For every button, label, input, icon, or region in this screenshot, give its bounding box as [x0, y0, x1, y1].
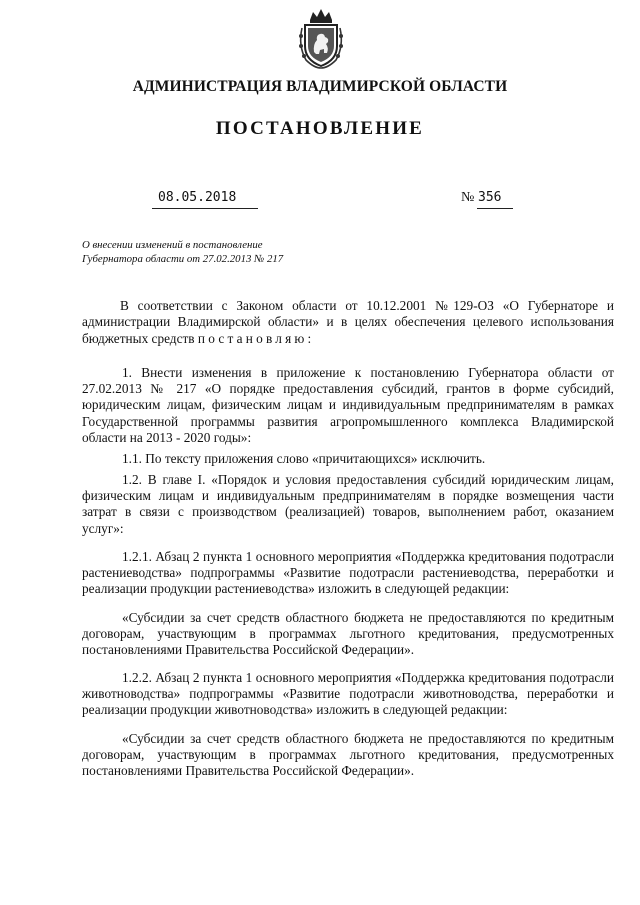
- document-type-title: ПОСТАНОВЛЕНИЕ: [215, 118, 425, 139]
- paragraph-item-1: 1. Внести изменения в приложение к постановлению Губернатора области от 27.02.2013 № 217 «О порядке предоставления субсидий, грантов в форме субсидий, юридическим лицам, физическим лицам и индивидуальным предпринимателям в рамках Государственной программы развития агропромышленного комплекса Владимирской области на 2013 - 2020 годы»:: [82, 364, 614, 446]
- preamble-paragraph: [82, 298, 614, 347]
- paragraph-item-1-1: 1.1. По тексту приложения слово «причитающихся» исключить.: [122, 450, 486, 466]
- subject-line: О внесении изменений в постановление: [82, 239, 263, 251]
- quoted-amendment-1: «Субсидии за счет средств областного бюджета не предоставляются по кредитным договорам, участвующим в программах льготного кредитования, предусмотренных постановлениями Правительства Российской Федерации».: [82, 609, 614, 658]
- paragraph-item-1-2-1: 1.2.1. Абзац 2 пункта 1 основного мероприятия «Поддержка кредитования подотрасли растениеводства» подпрограммы «Развитие подотрасли растениеводства, переработки и реализации продукции растениеводства» изложить в следующей редакции:: [82, 548, 614, 597]
- coat-of-arms-icon: [296, 6, 346, 70]
- decree-word: постановляю:: [197, 330, 315, 346]
- subject-line: Губернатора области от 27.02.2013 № 217: [82, 253, 284, 265]
- issuing-authority: АДМИНИСТРАЦИЯ ВЛАДИМИРСКОЙ ОБЛАСТИ: [132, 78, 508, 95]
- document-number-label: №: [461, 190, 475, 205]
- document-body: [82, 298, 614, 784]
- quoted-amendment-2: «Субсидии за счет средств областного бюджета не предоставляются по кредитным договорам, участвующим в программах льготного кредитования, предусмотренных постановлениями Правительства Российской Федерации».: [82, 730, 614, 779]
- paragraph-item-1-2: 1.2. В главе I. «Порядок и условия предоставления субсидий юридическим лицам, физическим лицам и индивидуальным предпринимателям в порядке возмещения части затрат в связи с производством (реализацией) товаров, выполнением работ, оказанием услуг»:: [82, 471, 614, 536]
- preamble-text: В соответствии с Законом области от 10.12.2001 №129-ОЗ «О Губернаторе и администрации Владимирской области» и в целях обеспечения целевого использования бюджетных средств: [82, 298, 614, 346]
- document-date: 08.05.2018: [152, 190, 258, 209]
- paragraph-item-1-2-2: 1.2.2. Абзац 2 пункта 1 основного мероприятия «Поддержка кредитования подотрасли животноводства» подпрограммы «Развитие подотрасли животноводства, переработки и реализации продукции животноводства» изложить в следующей редакции:: [82, 669, 614, 718]
- document-subject: [82, 238, 382, 266]
- document-number: 356: [477, 190, 513, 209]
